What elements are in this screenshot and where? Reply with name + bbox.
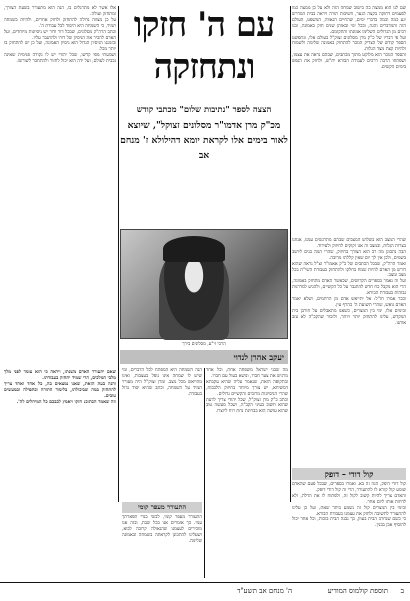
footer-date: ה' מנחם אב תשע"ד bbox=[237, 587, 292, 595]
column-center-right: מה שבני ישראל משפחה אחת, וכל אחד מרגיש את צער חברו, ונושא בעול עם חברו. ובתקופה הזאת, שנאמר עליה שהיא עקבתא דמשיחא, יש צורך מיוחד בחיזוק הלבבות, שהרי הניסיונות מרובים והקשיים גדולים. וכתב כ"ק מרן זצוק"ל, שכל יהודי צריך לדעת שהוא חשוב בעיני הקב"ה, ושכל מעשה טוב שהוא עושה הוא בבחינת נחת רוח ליוצרו. bbox=[206, 368, 288, 415]
column-right-top: שם לנו הוא ממצה כה בישוב שמחה הזה ולא על כן ממצה כמו לפעמים דחוקה בקצה הנער, חשיבות תורה ויראה בבית המדרש יגע כמה וכמה בדברי ימים, שהחיים הגאווה, המשפט, העולם הזה והמדברים והגה, ובכל ימי ובאותן שנים חזק באמונה, ובנו רבים מן הגדולים השלימו אמונתו והתקומם. ועל פי דבריו של כ"ק מרן מסלונים זצוק"ל בעולם אלו, ונתפשט הספר קודש של הצדיק הנזכר להתחזק באמונה שלימה ולשמוח ולהיות קצת מצד הגלות. והספר הנזכר הוא מלוקט מתוך מכתבים, שבהם נראה את עצמו, ושפתחו הרבה דרכים לעבודת הבורא ית"ש, ולחזק את הנפש בימים הקשים. bbox=[292, 6, 406, 71]
column-divider bbox=[204, 368, 205, 578]
photo-caption: הרבי זי"ע, מסלונים בירך bbox=[182, 342, 226, 347]
page-number: ב bbox=[400, 587, 404, 595]
column-hitorer: התעורר מעפר קומי, לבשי בגדי תפארתך עמי. כך אומרים אנו בכל שבת, ובזה אנו מזכירים לעצמנו שהגאולה קרובה לבוא, ושעלינו להתכונן לקראתה בשמחה ובאמונה שלימה. bbox=[120, 515, 202, 544]
subtitle: הצצה לספר "נתיבות שלום" מכתבי קודש bbox=[136, 104, 272, 114]
subtitle-2: מכ"ק מרן אדמו"ר מסלונים זצוקל", שיוצא לאור בימים אלו לקראת יומא דהילולא ז' מנחם אב bbox=[120, 120, 288, 161]
photo-hat bbox=[163, 236, 225, 262]
headline: עם ה' חזקו ונתחזקה bbox=[133, 5, 275, 87]
rebbe-photo bbox=[120, 229, 288, 339]
column-kol-dodi: קול דודי דופק, הנה זה בא. ואמרו בספרים, שבכל פעם שהאדם שומע קול קורא לו להתעורר, הרי זה קול דודי דופק. והאדם צריך להיות קשוב לקול זה, ולפתוח לו את הדלת, ולא לדחות אותו ליום אחר. ובימי בין המצרים קול זה נשמע ביתר שאת, ועל כן עלינו להתעורר לתשובה ולחזק את עצמנו בעבודת הבורא. כי כשם שנחרב הבית בעוון, כך נבנה הבית בזכות, וכל אחד יכול להוסיף אבן בבנין. bbox=[292, 482, 406, 529]
column-right-bottom: שהרי המצב הוא בשלוש המצבים שבהם מתרגשים עמנו, אנחנו בצרות הגלות, ובמצב זה אנו זקוקים לחיזוק ולעידוד. הבה נתבונן מה רב הוא הצורך בחיזוק, שהרי המה בנים ליושב בשמים, ולכן אין לך יום שאין קללתו מרובה. ואמר הרה"ק, שבכל הכתבים של כ"ק אאמו"ר זצ"ל נראה שהוא דורש מן האדם להיות שמח בחלקו ולהתחזק בעבודת השי"ת בכל מצב ומצב. ועל זה נאמר בספרים הקדושים, שכאשר האדם מתחזק באמונה, הרי הוא מקבל כח חדש להתגבר על כל הקשיים, ולהגיע למדרגות גבוהות בעבודת הבורא. וכבר אמרו חז"ל: אל יתייאש אדם מן הרחמים, ושלא יאמר האדם נואש, שהרי תשועת ה' כהרף עין. ובימים אלו, ימי בין המצרים, כשאנו מתאבלים על חורבן בית המקדש, עלינו להתחזק יותר ויותר, ולזכור שהקב"ה לא עזב אותנו. bbox=[292, 238, 406, 326]
footer-label: תוספת קולמוס המודיע bbox=[327, 587, 388, 595]
hitorer-title: התעורר מעפר קומי bbox=[122, 502, 202, 513]
column-left-top: אלו אשר לא מתרגלים בו, הנה הוא מתעורר בשעת הצורך, ומתחזק ועולה. על כן מצווה גדולה להתחזק ולחזק אחרים, ולהיות בשמחה תמיד, כי השמחה היא היסוד לכל עבודת ה'. וכתב הרה"ק מסלונים, שבכל דור ודור יש ניסיונות מיוחדים, ועל האדם להכיר את הניסיון של דורו ולהתגבר עליו. ובזמננו הניסיון הגדול הוא ניסיון האמונה, ועל כן יש להתחזק בו יותר מכל. ושמעתי מפי קדשו, שכל יהודי יש לו נקודה פנימית שאינה נכבית לעולם, ועל ידה הוא יכול לחזור ולהתחבר לשורשו. bbox=[4, 6, 116, 65]
byline: יעקב אהרן לנדוי bbox=[120, 350, 288, 364]
kol-dodi-title: קול דודי – דופק bbox=[292, 468, 406, 480]
column-center-left: הנה השמחה היא המפתח לכל הדברים, ומי שיש לו שמחה אינו נופל בעצבות, ואינו מתייאש מכל מצב. ומרן זצוק"ל היה מעורר תמיד על השמחה, וכתב שהיא יסוד גדול בעבודה. bbox=[120, 368, 202, 397]
page-footer bbox=[0, 582, 410, 601]
column-divider bbox=[118, 6, 119, 502]
column-left-bottom: שאם יתעורר האדם משנתו, ויראה כי הוא עומד לפני מלך מלכי המלכים, הרי שמיד יתחזק בעבודתו. והנה בעת הזאת, שאנו נמצאים בה, כל אחד ואחד צריך להתחזק במה שביכולתו, בלימוד התורה ובתפילה ובמעשים טובים. וזה שאמר הכתוב: חזקו ויאמץ לבבכם כל המיחלים לה'. bbox=[4, 370, 116, 405]
